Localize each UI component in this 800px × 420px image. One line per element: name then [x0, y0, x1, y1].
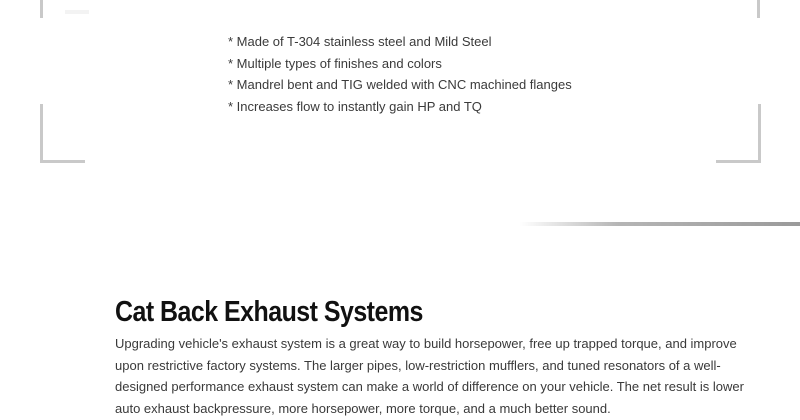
feature-item: * Made of T-304 stainless steel and Mild Steel	[228, 34, 492, 49]
feature-item: * Increases flow to instantly gain HP and TQ	[228, 99, 482, 115]
frame-corner-top-right	[757, 0, 760, 18]
faded-decoration	[65, 10, 89, 14]
section-body: Upgrading vehicle's exhaust system is a great way to build horsepower, free up trapped torque, and improve upon restrictive factory systems. The larger pipes, low-restriction mufflers, and tuned resonators of a well-designed performance exhaust system can make a world of difference on your vehicle. The net result is lower auto exhaust backpressure, more horsepower, more torque, and a much better sound.	[115, 336, 744, 417]
frame-corner-bottom-left	[40, 104, 85, 163]
feature-item: * Multiple types of finishes and colors	[228, 55, 442, 71]
frame-corner-top-left	[40, 0, 43, 18]
feature-item: * Mandrel bent and TIG welded with CNC machined flanges	[228, 77, 572, 93]
feature-list	[228, 31, 572, 118]
section-divider	[520, 222, 800, 226]
frame-corner-bottom-right	[716, 104, 761, 163]
section-title: Cat Back Exhaust Systems	[115, 296, 423, 328]
